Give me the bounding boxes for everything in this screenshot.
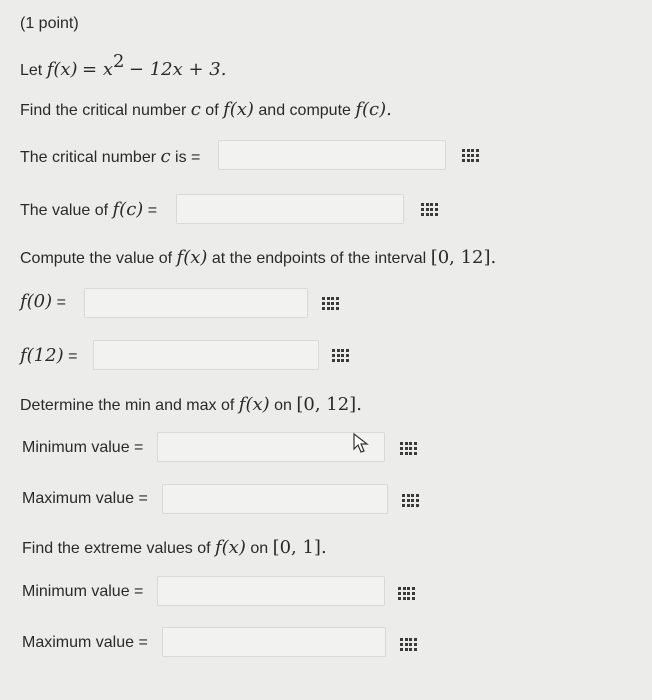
- min-field-2[interactable]: [157, 576, 385, 606]
- min-label-2: Minimum value =: [22, 583, 144, 600]
- find-prefix: Find the critical number: [20, 102, 187, 119]
- fc-value-input[interactable]: [177, 195, 403, 223]
- c-variable: c: [160, 146, 171, 167]
- fx-symbol: f(x): [238, 394, 270, 415]
- min-input-1[interactable]: [158, 433, 384, 461]
- matrix-grid-icon[interactable]: [332, 349, 350, 363]
- max-input-1[interactable]: [163, 485, 387, 513]
- endpoints-prefix: Compute the value of: [20, 250, 173, 267]
- points-label: (1 point): [20, 15, 79, 32]
- fc-value-prefix: The value of: [20, 202, 109, 219]
- matrix-grid-icon[interactable]: [400, 442, 418, 456]
- fc-symbol: f(c): [112, 199, 144, 220]
- minmax-instruction-1: [20, 395, 362, 416]
- f0-symbol: f(0): [20, 291, 53, 312]
- max-label-1: Maximum value =: [22, 490, 148, 507]
- fx-symbol: f(x): [215, 537, 246, 558]
- fc-value-suffix: =: [147, 202, 158, 219]
- min-input-2[interactable]: [158, 577, 384, 605]
- critical-number-field[interactable]: [218, 140, 446, 170]
- mouse-pointer-icon: [352, 432, 372, 454]
- f12-field[interactable]: [93, 340, 319, 370]
- equals-sign: =: [68, 348, 78, 365]
- max-field-2[interactable]: [162, 627, 386, 657]
- function-definition: [20, 51, 227, 81]
- function-rhs-b: − 12x + 3.: [128, 59, 227, 80]
- matrix-grid-icon[interactable]: [400, 638, 418, 652]
- endpoints-mid: at the endpoints of the interval: [211, 250, 427, 267]
- critical-number-suffix: is =: [175, 149, 201, 166]
- find-and: and compute: [258, 102, 351, 119]
- max-field-1[interactable]: [162, 484, 388, 514]
- min-field-1[interactable]: [157, 432, 385, 462]
- fc-symbol: f(c).: [355, 99, 392, 120]
- find-of: of: [205, 102, 219, 119]
- f12-symbol: f(12): [20, 345, 64, 366]
- function-exponent: 2: [112, 51, 125, 72]
- minmax-2-prefix: Find the extreme values of: [22, 540, 211, 557]
- fc-value-field[interactable]: [176, 194, 404, 224]
- f0-label: [20, 292, 66, 313]
- matrix-grid-icon[interactable]: [322, 297, 340, 311]
- on-word: on: [250, 540, 269, 557]
- c-variable: c: [190, 99, 201, 120]
- f12-label: [20, 346, 77, 367]
- on-word: on: [274, 397, 292, 414]
- critical-number-label: [20, 147, 200, 168]
- matrix-grid-icon[interactable]: [398, 587, 416, 601]
- fx-symbol: f(x): [176, 247, 208, 268]
- critical-number-input[interactable]: [219, 141, 445, 169]
- max-label-2: Maximum value =: [22, 634, 148, 651]
- matrix-grid-icon[interactable]: [462, 149, 480, 163]
- min-label-1: Minimum value =: [22, 439, 144, 456]
- f0-field[interactable]: [84, 288, 308, 318]
- f12-input[interactable]: [94, 341, 318, 369]
- interval-0-12: [0, 12].: [296, 394, 362, 415]
- endpoints-instruction: [20, 248, 496, 269]
- interval-0-12: [0, 12].: [430, 247, 497, 268]
- let-word: Let: [20, 62, 43, 79]
- function-lhs: f(x): [46, 59, 78, 80]
- function-rhs-a: = x: [82, 59, 113, 80]
- minmax-1-prefix: Determine the min and max of: [20, 397, 235, 414]
- critical-number-prefix: The critical number: [20, 149, 157, 166]
- interval-0-1: [0, 1].: [272, 537, 327, 558]
- f0-input[interactable]: [85, 289, 307, 317]
- find-instruction: [20, 100, 392, 121]
- equals-sign: =: [56, 294, 66, 311]
- fx-symbol: f(x): [223, 99, 254, 120]
- max-input-2[interactable]: [163, 628, 385, 656]
- matrix-grid-icon[interactable]: [421, 203, 439, 217]
- matrix-grid-icon[interactable]: [402, 494, 420, 508]
- fc-value-label: [20, 200, 157, 221]
- minmax-instruction-2: [22, 538, 327, 559]
